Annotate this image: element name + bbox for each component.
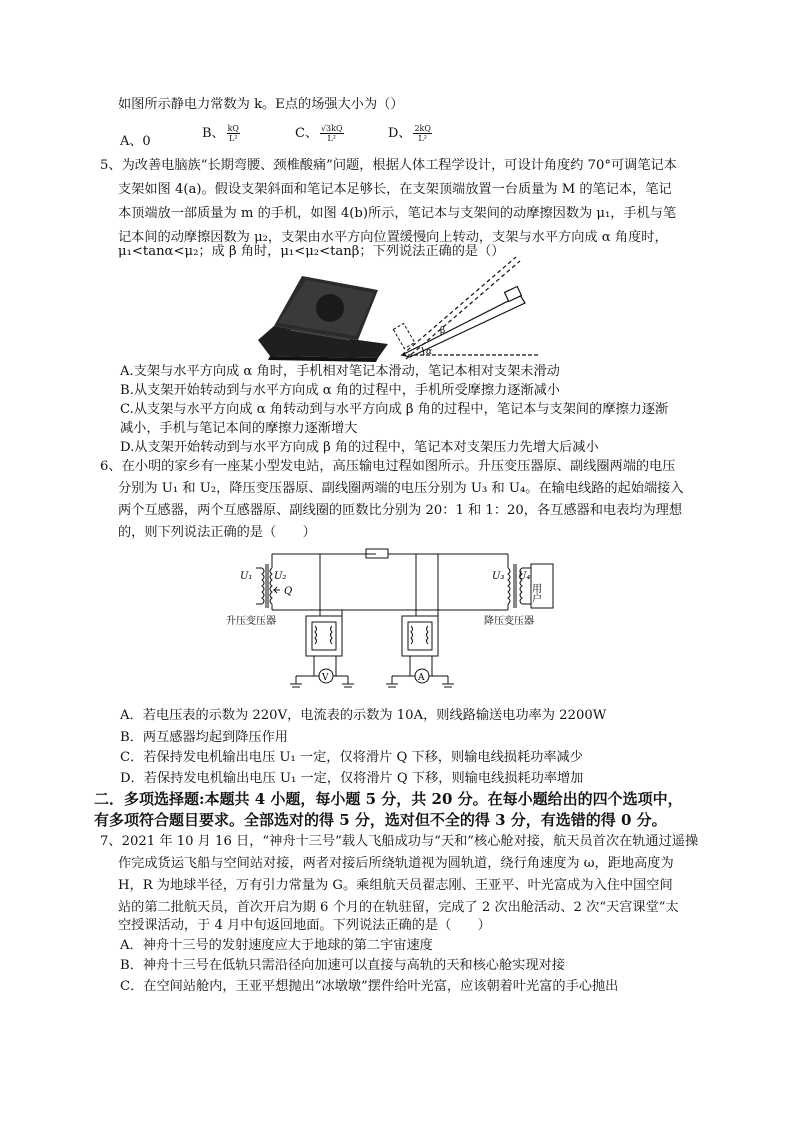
q4-option-c: C、 $\frac{√3kQ}{\text{L²}}$ bbox=[295, 124, 343, 143]
q6-option-b: B．两互感器均起到降压作用 bbox=[120, 730, 288, 745]
incline-diagram bbox=[390, 255, 550, 370]
user-label: 用户 bbox=[529, 583, 541, 603]
q4-option-b: B、 $\frac{kQ}{\text{L²}}$ bbox=[202, 124, 239, 143]
laptop-stand-photo bbox=[250, 270, 390, 365]
step-up-label: 升压变压器 bbox=[226, 616, 276, 627]
q6-stem-line-3: 两个互感器，两个互感器原、副线圈的匝数比分别为 20：1 和 1：20，各互感器和电表均为理想 bbox=[118, 503, 683, 518]
u3-label: U₃ bbox=[492, 571, 505, 582]
q5-stem-line-2: 支架如图 4(a)。假设支架斜面和笔记本足够长，在支架顶端放置一台质量为 M 的笔记本，笔记 bbox=[118, 182, 672, 197]
q6-stem-line-4: 的，则下列说法正确的是（ ） bbox=[118, 525, 316, 540]
q5-option-c-2: 减小，手机与笔记本间的摩擦力逐渐增大 bbox=[120, 421, 358, 436]
q7-stem-line-2: 作完成货运飞船与空间站对接，两者对接后所绕轨道视为圆轨道，绕行角速度为 ω，距地高度为 bbox=[118, 856, 674, 871]
q4-stem-line: 如图所示静电力常数为 k。E点的场强大小为（） bbox=[118, 97, 404, 112]
q5-option-a: A.支架与水平方向成 α 角时，手机相对笔记本滑动，笔记本相对支架未滑动 bbox=[120, 364, 560, 379]
q5-option-c-1: C.从支架与水平方向成 α 角转动到与水平方向成 β 角的过程中，笔记本与支架间的摩擦力逐渐 bbox=[120, 402, 669, 417]
q5-stem-line-5: μ₁<tanα<μ₂；成 β 角时，μ₁<μ₂<tanβ；下列说法正确的是（） bbox=[118, 244, 505, 259]
section2-heading-line-1: 二．多项选择题:本题共 4 小题，每小题 5 分，共 20 分。在每小题给出的四个选项中， bbox=[94, 790, 683, 808]
q7-stem-line-4: 站的第二批航天员，首次开启为期 6 个月的在轨驻留，完成了 2 次出舱活动、2 次“天宫课堂”太 bbox=[118, 900, 679, 915]
q5-stem-line-4: 记本间的动摩擦因数为 μ₂，支架由水平方向位置缓慢向上转动，支架与水平方向成 α 角度时， bbox=[118, 230, 668, 245]
beta-label: β bbox=[440, 326, 446, 336]
q7-stem-line-1: 7、2021 年 10 月 16 日，“神舟十三号”载人飞船成功与“天和”核心舱对接，航天员首次在轨通过遥操 bbox=[100, 834, 699, 849]
q4-option-d: D、 $\frac{2kQ}{\text{L²}}$ bbox=[388, 124, 431, 143]
u4-label: U₄ bbox=[518, 571, 531, 582]
q6-option-c: C．若保持发电机输出电压 U₁ 一定，仅将滑片 Q 下移，则输电线损耗功率减少 bbox=[120, 750, 583, 765]
q4-option-a: A、0 bbox=[120, 134, 151, 149]
q-label: Q bbox=[284, 586, 293, 597]
q5-stem-line-1: 5、为改善电脑族“长期弯腰、颈椎酸痛”问题，根据人体工程学设计，可设计角度约 70°可调笔记本 bbox=[100, 158, 677, 173]
transmission-circuit bbox=[226, 546, 566, 694]
q5-option-d: D.从支架开始转动到与水平方向成 β 角的过程中，笔记本对支架压力先增大后减小 bbox=[120, 440, 599, 455]
voltmeter-label: V bbox=[322, 673, 329, 683]
q7-option-a: A．神舟十三号的发射速度应大于地球的第二宇宙速度 bbox=[120, 938, 433, 953]
step-down-label: 降压变压器 bbox=[484, 616, 534, 627]
u2-label: U₂ bbox=[274, 571, 287, 582]
alpha-label: α bbox=[426, 347, 433, 357]
q5-option-b: B.从支架开始转动到与水平方向成 α 角的过程中，手机所受摩擦力逐渐减小 bbox=[120, 383, 560, 398]
q5-stem-line-3: 本顶端放一部质量为 m 的手机，如图 4(b)所示，笔记本与支架间的动摩擦因数为 μ₁，手机与笔 bbox=[118, 206, 677, 221]
q6-option-a: A．若电压表的示数为 220V，电流表的示数为 10A，则线路输送电功率为 2200W bbox=[120, 708, 607, 723]
u1-label: U₁ bbox=[240, 571, 253, 582]
q7-option-b: B．神舟十三号在低轨只需沿径向加速可以直接与高轨的天和核心舱实现对接 bbox=[120, 958, 565, 973]
ammeter-label: A bbox=[418, 673, 425, 683]
q7-stem-line-3: H，R 为地球半径，万有引力常量为 G。乘组航天员翟志刚、王亚平、叶光富成为入住中国空间 bbox=[118, 878, 673, 893]
q6-option-d: D．若保持发电机输出电压 U₁ 一定，仅将滑片 Q 下移，则输电线损耗功率增加 bbox=[120, 771, 584, 786]
q6-stem-line-2: 分别为 U₁ 和 U₂，降压变压器原、副线圈两端的电压分别为 U₃ 和 U₄。在输电线路的起始端接入 bbox=[118, 481, 684, 496]
section2-heading-line-2: 有多项符合题目要求。全部选对的得 5 分，选对但不全的得 3 分，有选错的得 0 分。 bbox=[94, 811, 667, 829]
q7-option-c: C．在空间站舱内，王亚平想抛出“冰墩墩”摆件给叶光富，应该朝着叶光富的手心抛出 bbox=[120, 979, 619, 994]
q6-stem-line-1: 6、在小明的家乡有一座某小型发电站，高压输电过程如图所示。升压变压器原、副线圈两端的电压 bbox=[100, 459, 676, 474]
q7-stem-line-5: 空授课活动，于 4 月中旬返回地面。下列说法正确的是（ ） bbox=[118, 918, 491, 933]
